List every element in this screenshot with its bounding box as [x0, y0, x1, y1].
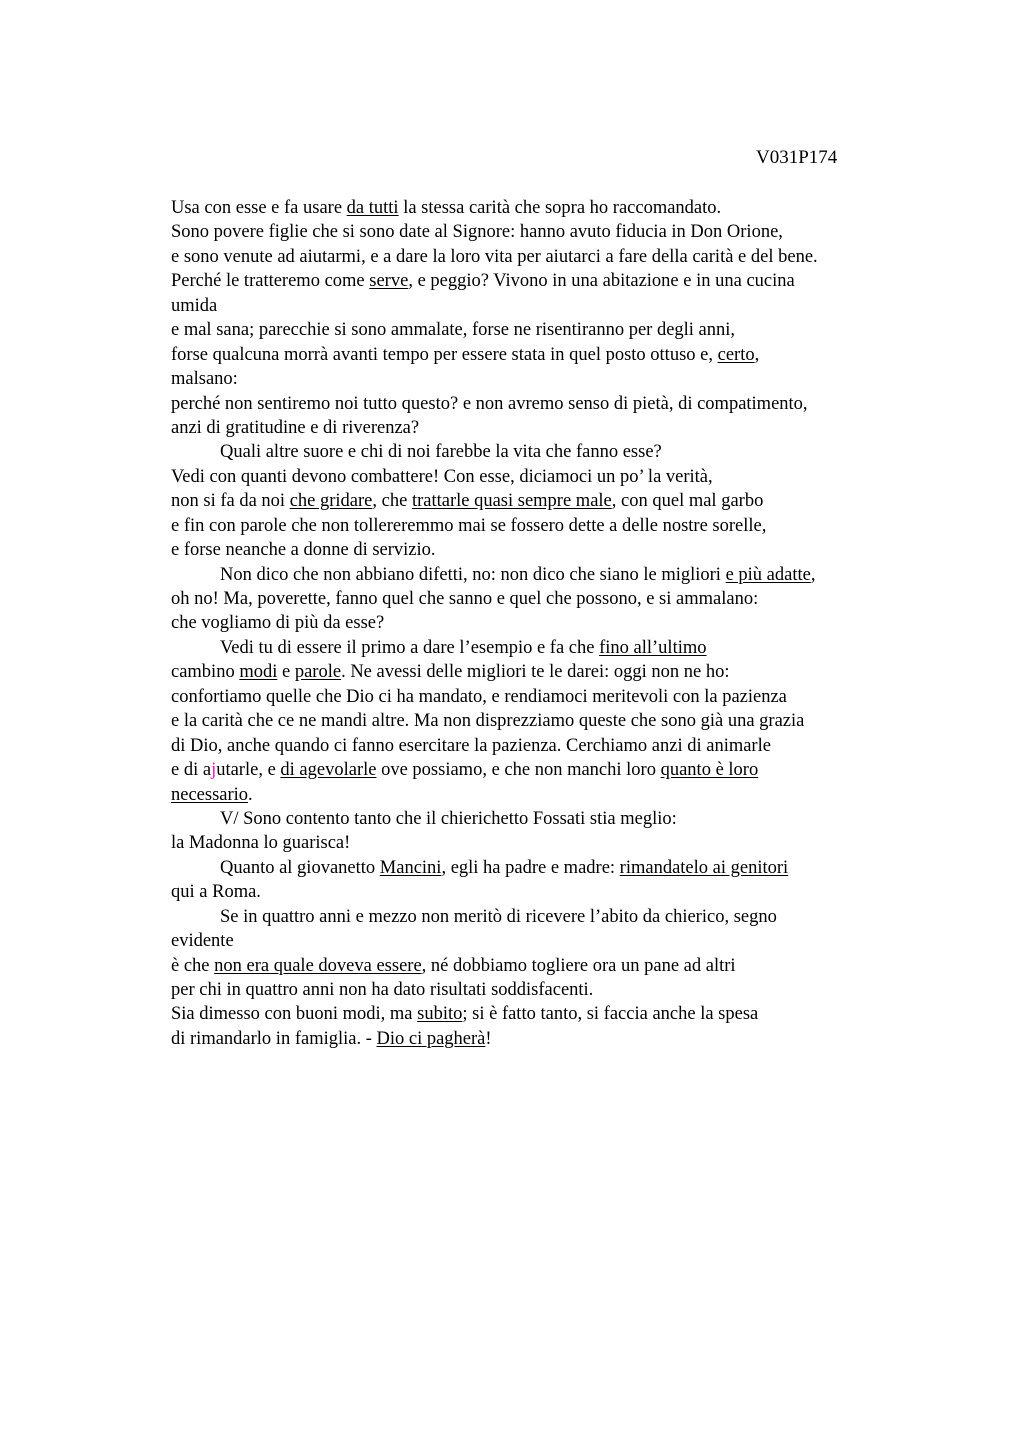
text-line — [171, 392, 911, 416]
text-segment: e fin con parole che non tollereremmo mai se fossero dette a delle nostre sorelle, — [171, 515, 767, 536]
text-segment: confortiamo quelle che Dio ci ha mandato, e rendiamoci meritevoli con la pazienza — [171, 686, 787, 707]
text-line — [171, 783, 911, 807]
text-line — [171, 611, 911, 635]
text-segment: Vedi con quanti devono combattere! Con esse, diciamoci un po’ la verità, — [171, 466, 713, 487]
text-line — [171, 489, 911, 513]
underlined-text: trattarle quasi sempre male — [411, 491, 612, 512]
text-line — [171, 660, 911, 684]
letter-body — [171, 196, 911, 1051]
text-line — [171, 685, 911, 709]
text-segment: e la carità che ce ne mandi altre. Ma non disprezziamo queste che sono già una grazia — [171, 711, 805, 732]
text-line — [171, 856, 911, 880]
text-segment: la stessa carità che sopra ho raccomandato. — [398, 198, 722, 218]
text-segment: è che — [171, 955, 215, 976]
underlined-text: rimandatelo ai genitori — [619, 857, 789, 878]
text-segment: umida — [171, 295, 218, 316]
text-line — [171, 807, 911, 831]
text-segment: Usa con esse e fa usare — [171, 198, 347, 218]
text-line — [171, 880, 911, 904]
underlined-text: da tutti — [346, 198, 399, 218]
text-segment: . — [248, 784, 253, 805]
text-segment: e di a — [171, 760, 212, 781]
text-line — [171, 538, 911, 562]
text-line — [171, 978, 911, 1002]
underlined-text: serve — [369, 271, 409, 292]
text-line — [171, 587, 911, 611]
text-line — [171, 758, 911, 782]
text-segment: e forse neanche a donne di servizio. — [171, 540, 436, 561]
text-segment: e sono venute ad aiutarmi, e a dare la loro vita per aiutarci a fare della carità e del bene. — [171, 246, 818, 267]
text-segment: Quali altre suore e chi di noi farebbe la vita che fanno esse? — [220, 442, 662, 463]
text-segment: anzi di gratitudine e di riverenza? — [171, 417, 420, 438]
text-segment: Quanto al giovanetto — [220, 857, 380, 878]
text-line — [171, 831, 911, 855]
text-segment: , — [754, 344, 760, 365]
underlined-text: parole — [294, 662, 342, 683]
text-line — [171, 367, 911, 391]
text-segment: , che — [372, 491, 412, 512]
underlined-text: Dio ci pagherà — [376, 1028, 486, 1049]
underlined-text: che gridare — [289, 491, 373, 512]
text-segment: e mal sana; parecchie si sono ammalate, forse ne risentiranno per degli anni, — [171, 320, 736, 341]
text-line — [171, 220, 911, 244]
text-segment: , — [810, 564, 816, 585]
underlined-text: e più adatte — [725, 564, 811, 585]
text-segment: Sia dimesso con buoni modi, ma — [171, 1004, 418, 1025]
text-segment: forse qualcuna morrà avanti tempo per essere stata in quel posto ottuso e, — [171, 344, 718, 365]
text-segment: non si fa da noi — [171, 491, 290, 512]
text-segment: , con quel mal garbo — [611, 491, 764, 512]
text-segment: utarle, e — [216, 760, 281, 781]
text-segment: la Madonna lo guarisca! — [171, 833, 351, 854]
text-segment: perché non sentiremo noi tutto questo? e non avremo senso di pietà, di compatimento, — [171, 393, 808, 414]
underlined-text: modi — [239, 662, 278, 683]
text-segment: di Dio, anche quando ci fanno esercitare la pazienza. Cerchiamo anzi di animarle — [171, 735, 771, 756]
text-segment: Se in quattro anni e mezzo non meritò di ricevere l’abito da chierico, segno — [220, 906, 777, 927]
text-segment: oh no! Ma, poverette, fanno quel che sanno e quel che possono, e si ammalano: — [171, 589, 759, 609]
text-segment: che vogliamo di più da esse? — [171, 613, 385, 634]
text-segment: malsano: — [171, 369, 238, 390]
text-line — [171, 318, 911, 342]
text-line — [171, 294, 911, 318]
highlighted-letter: j — [211, 760, 217, 781]
text-segment: ; si è fatto tanto, si faccia anche la spesa — [462, 1004, 759, 1025]
text-segment: di rimandarlo in famiglia. - — [171, 1028, 377, 1049]
text-segment: evidente — [171, 931, 234, 952]
text-segment: , e peggio? Vivono in una abitazione e in una cucina — [408, 271, 795, 292]
text-segment: e — [277, 662, 295, 683]
text-segment: cambino — [171, 662, 240, 683]
underlined-text: necessario — [171, 784, 249, 805]
underlined-text: quanto è loro — [660, 760, 759, 781]
page-reference: V031P174 — [756, 147, 838, 168]
text-line — [171, 245, 911, 269]
text-segment: , né dobbiamo togliere ora un pane ad altri — [421, 955, 736, 976]
text-line — [171, 465, 911, 489]
text-segment: ! — [485, 1028, 492, 1049]
underlined-text: non era quale doveva essere — [214, 955, 422, 976]
text-segment: Sono povere figlie che si sono date al Signore: hanno avuto fiducia in Don Orione, — [171, 222, 783, 243]
text-line — [171, 905, 911, 929]
text-segment: per chi in quattro anni non ha dato risultati soddisfacenti. — [171, 980, 594, 1000]
text-line — [171, 709, 911, 733]
text-line — [171, 196, 911, 220]
text-line — [171, 1002, 911, 1026]
text-line — [171, 416, 911, 440]
text-line — [171, 929, 911, 953]
text-line — [171, 636, 911, 660]
text-segment: ove possiamo, e che non manchi loro — [376, 760, 661, 781]
text-segment: Non dico che non abbiano difetti, no: non dico che siano le migliori — [220, 564, 726, 585]
underlined-text: subito — [417, 1004, 463, 1025]
underlined-text: certo — [717, 344, 755, 365]
text-line — [171, 563, 911, 587]
text-line — [171, 269, 911, 293]
text-line — [171, 954, 911, 978]
text-line — [171, 734, 911, 758]
underlined-text: di agevolarle — [280, 760, 377, 781]
text-line — [171, 440, 911, 464]
text-segment: qui a Roma. — [171, 882, 261, 903]
underlined-text: fino all’ultimo — [599, 637, 707, 658]
text-segment: . Ne avessi delle migliori te le darei: oggi non ne ho: — [341, 662, 730, 683]
text-line — [171, 343, 911, 367]
text-segment: Vedi tu di essere il primo a dare l’esempio e fa che — [220, 637, 600, 658]
text-line — [171, 514, 911, 538]
text-segment: V/ Sono contento tanto che il chierichetto Fossati stia meglio: — [220, 808, 677, 829]
underlined-text: Mancini — [379, 857, 442, 878]
text-line — [171, 1027, 911, 1051]
text-segment: Perché le tratteremo come — [171, 271, 370, 292]
text-segment: , egli ha padre e madre: — [441, 857, 620, 878]
